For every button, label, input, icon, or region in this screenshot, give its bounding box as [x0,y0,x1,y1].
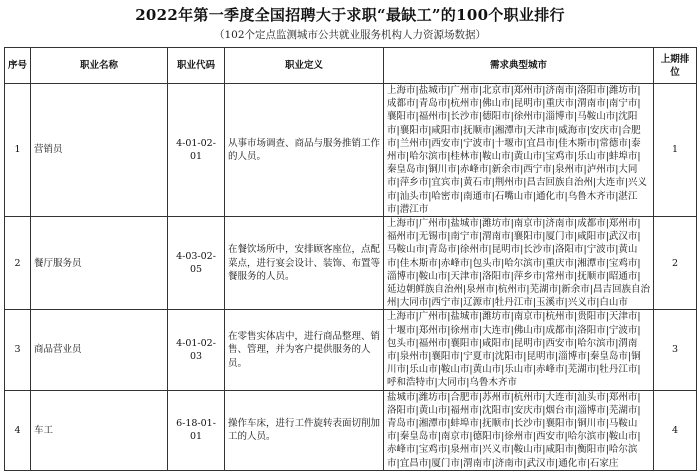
typical-cities: 上海市|广州市|盐城市|潍坊市|南京市|杭州市|贵阳市|天津市|十堰市|郑州市|徐州市|大连市|佛山市|成都市|洛阳市|宁波市|包头市|福州市|襄阳市|咸阳市|昆明市|西安市|哈尔滨市|渭南市|泉州市|襄阳市|宁夏市|沈阳市|昆明市|淄博市|秦皇岛市|铜川市|乐山市|鞍山市|黄山市|乐山市|赤峰市|芜湖市|牡丹江市|呼和浩特市|大同市|乌鲁木齐市 [384,310,654,390]
occupation-name: 车工 [31,390,168,470]
column-header-definition: 职业定义 [225,48,384,84]
previous-rank: 3 [654,310,697,390]
page-title: 2022年第一季度全国招聘大于求职“最缺工”的100个职业排行 [135,6,565,24]
page-subtitle: （102个定点监测城市公共就业服务机构人力资源场数据） [213,29,487,41]
occupation-definition: 操作车床，进行工件旋转表面切削加工的人员。 [225,390,384,470]
column-header-name: 职业名称 [31,48,168,84]
row-number: 4 [5,390,31,470]
table-row [5,390,697,470]
typical-cities: 上海市|广州市|盐城市|潍坊市|南京市|济南市|成都市|郑州市|福州市|无锡市|南宁市|渭南市|襄阳市|厦门市|咸阳市|武汉市|马鞍山市|青岛市|徐州市|昆明市|长沙市|洛阳市|宁波市|黄山市|佳木斯市|赤峰市|包头市|哈尔滨市|重庆市|湘潭市|宝鸡市|淄博市|鞍山市|天津市|洛阳市|萍乡市|常州市|抚顺市|昭通市|延边朝鲜族自治州|泉州市|杭州市|芜湖市|新余市|昌吉回族自治州|大同市|西宁市|辽源市|牡丹江市|玉溪市|兴义市|白山市 [384,217,654,310]
row-number: 2 [5,217,31,310]
occupation-code: 6-18-01-01 [168,390,225,470]
table-row [5,84,697,217]
occupation-code: 4-01-02-01 [168,84,225,217]
column-header-code: 职业代码 [168,48,225,84]
ranking-table [4,47,697,471]
occupation-code: 4-03-02-05 [168,217,225,310]
row-number: 1 [5,84,31,217]
occupation-definition: 在零售实体店中，进行商品整理、销售、管理，并为客户提供服务的人员。 [225,310,384,390]
occupation-code: 4-01-02-03 [168,310,225,390]
previous-rank: 2 [654,217,697,310]
occupation-definition: 在餐饮场所中，安排顾客座位，点配菜点，进行宴会设计、装饰、布置等餐服务的人员。 [225,217,384,310]
row-number: 3 [5,310,31,390]
table-row [5,217,697,310]
column-header-cities: 需求典型城市 [384,48,654,84]
column-header-no: 序号 [5,48,31,84]
occupation-name: 餐厅服务员 [31,217,168,310]
table-header-row [5,48,697,84]
occupation-name: 商品营业员 [31,310,168,390]
typical-cities: 上海市|盐城市|广州市|北京市|郑州市|济南市|洛阳市|潍坊市|成都市|青岛市|杭州市|佛山市|昆明市|重庆市|渭南市|南宁市|襄阳市|福州市|长沙市|德阳市|徐州市|淄博市|马鞍山市|沈阳市|襄阳市|咸阳市|抚顺市|湘潭市|天津市|威海市|安庆市|合肥市|兰州市|西安市|宁波市|十堰市|宜昌市|佳木斯市|常德市|泰州市|哈尔滨市|桂林市|鞍山市|黄山市|宝鸡市|乐山市|蚌埠市|秦皇岛市|铜川市|赤峰市|新余市|西宁市|泉州市|泸州市|大同市|萍乡市|宜宾市|黄石市|荆州市|昌吉回族自治州|大连市|兴义市|汕头市|哈密市|南通市|石嘴山市|通化市|乌鲁木齐市|湛江市|潜江市 [384,84,654,217]
previous-rank: 4 [654,390,697,470]
column-header-prev-rank: 上期排位 [654,48,697,84]
occupation-definition: 从事市场调查、商品与服务推销工作的人员。 [225,84,384,217]
previous-rank: 1 [654,84,697,217]
typical-cities: 盐城市|潍坊市|合肥市|苏州市|杭州市|大连市|汕头市|郑州市|洛阳市|黄山市|福州市|沈阳市|安庆市|烟台市|淄博市|芜湖市|青岛市|湘潭市|蚌埠市|抚顺市|长沙市|襄阳市|铜川市|马鞍山市|秦皇岛市|南京市|德阳市|徐州市|西安市|哈尔滨市|鞍山市|赤峰市|宝鸡市|泉州市|兴义市|鞍山市|咸阳市|衡阳市|哈尔滨市|宜昌市|厦门市|渭南市|济南市|武汉市|通化市|石家庄 [384,390,654,470]
table-row [5,310,697,390]
occupation-name: 营销员 [31,84,168,217]
